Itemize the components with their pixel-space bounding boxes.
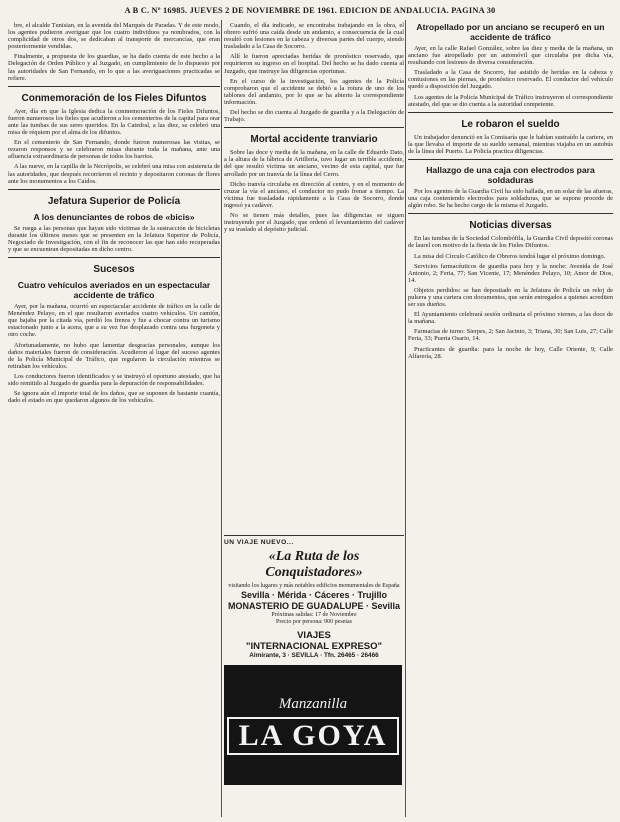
ad-route: MONASTERIO DE GUADALUPE · Sevilla [227, 601, 401, 611]
column-divider [405, 20, 406, 817]
article-paragraph: Dicho tranvía circulaba en dirección al centro, y en el momento de cruzar la vía el anciano, el conductor no pudo frenar a tiempo. La víctima fue trasladada rápidamente a la Casa de Socorro, donde ingresó ya cadáver. [224, 180, 404, 209]
article-paragraph: El Ayuntamiento celebrará sesión ordinaria el próximo viernes, a las doce de la mañana. [408, 311, 613, 326]
article-paragraph: Se ignora aún el importe total de los daños, que se suponen de bastante cuantía, dado el estado en que quedaron algunos de los vehículos. [8, 390, 220, 405]
article-paragraph: Servicios farmacéuticos de guardia para hoy y la noche: Avenida de José Antonio, 2; Feria, 77; San Vicente, 17; Menéndez Pelayo, 10; Amor de Dios, 14. [408, 262, 613, 284]
brand-advertisement [224, 665, 402, 785]
ad-line: Próximas salidas: 17 de Noviembre [271, 612, 357, 618]
section-divider [8, 257, 220, 258]
travel-advertisement [224, 535, 404, 817]
article-paragraph: En el curso de la investigación, los agentes de la Policía comprobaron que el accidente se debió a la rotura de uno de los tablones del andamio, por lo que se ha abierto la correspondiente información. [224, 77, 404, 106]
article-paragraph: Se ruega a las personas que hayan sido víctimas de la sustracción de bicicletas durante los últimos meses que se presenten en la Jefatura Superior de Policía, Negociado de Investigación, con el fin de reconocer las que han sido recuperadas y que se encuentran depositadas en dicho centro. [8, 224, 220, 253]
ad-title: «La Ruta de los Conquistadores» [265, 549, 363, 580]
section-divider [224, 127, 404, 128]
column-divider [221, 20, 222, 817]
article-paragraph: bre, el alcalde Tunisian, en la avenida del Marqués de Paradas. Y de este modo, los agentes pudieron averiguar que los cuatro individuos ya nombrados, con la complicidad de otros dos, se dedicaban al transporte de mercancías, que eran posteriormente vendidas. [8, 22, 220, 51]
brand-script: Manzanilla [278, 695, 348, 712]
article-paragraph: Allí le fueron apreciadas heridas de pronóstico reservado, que requirieron su ingreso en el hospital. Del hecho se ha dado cuenta al Juzgado, que instruye las diligencias oportunas. [224, 53, 404, 75]
ad-agency-label: VIAJES [297, 630, 331, 641]
article-paragraph: Los conductores fueron identificados y se instruyó el oportuno atestado, que ha sido remitido al Juzgado de guardia para la depuración de responsabilidades. [8, 372, 220, 387]
article-paragraph: Sobre las doce y media de la mañana, en la calle de Eduardo Dato, a la altura de la fábrica de Artillería, tuvo lugar un terrible accidente, del que resultó víctima un anciano, vecino de esta capital, que fue arrollado por un tranvía de la línea del Cerro. [224, 149, 404, 178]
article-paragraph: Del hecho se dio cuenta al Juzgado de guardia y a la Delegación de Trabajo. [224, 109, 404, 124]
ad-agency: "INTERNACIONAL EXPRESO" [245, 641, 383, 652]
section-divider [8, 86, 220, 87]
section-divider [408, 213, 613, 214]
section-title: Atropellado por un anciano se recuperó en un accidente de tráfico [416, 22, 605, 42]
section-subtitle: Cuatro vehículos averiados en un espectacular accidente de tráfico [17, 280, 211, 301]
article-paragraph: Cuando, el día indicado, se encontraba trabajando en la obra, el obrero sufrió una caída desde un andamio, a consecuencia de la cual resultó con lesiones en la cabeza y diversas partes del cuerpo, siendo trasladado a la Casa de Socorro. [224, 22, 404, 51]
article-paragraph: Practicantes de guardia: para la noche de hoy, Calle Oriente, 9; Calle Alfarería, 28. [408, 345, 613, 360]
article-paragraph: Por los agentes de la Guardia Civil ha sido hallada, en un solar de las afueras, una caja conteniendo electrodos para soldaduras, que se supone procede de algún robo. Se ha hecho cargo de la misma el Juzgado. [408, 188, 613, 210]
section-title: Mortal accidente tranviario [250, 134, 378, 146]
article-paragraph: A las nueve, en la capilla de la Necrópolis, se celebró una misa con asistencia de las autoridades, que después recorrieron el recinto y depositaron coronas de flores ante los monumentos a los Caídos. [8, 163, 220, 185]
article-paragraph: Afortunadamente, no hubo que lamentar desgracias personales, aunque los daños materiales fueron de consideración. Acudieron al lugar del suceso agentes de la Policía Municipal de Tráfico, que regularon la circulación mientras se retiraban los vehículos. [8, 341, 220, 370]
section-title: Noticias diversas [469, 220, 552, 232]
article-paragraph: Objetos perdidos: se han depositado en la Jefatura de Policía un reloj de pulsera y una cartera con documentos, que serán entregados a quienes acrediten ser sus dueños. [408, 286, 613, 309]
article-paragraph: Ayer, por la mañana, ocurrió un espectacular accidente de tráfico en la calle de Menéndez Pelayo, en el que resultaron averiados cuatro vehículos. Un camión, que bajaba por la citada vía, perdió los frenos y fue a chocar contra un turismo estacionado junto a la acera, que a su vez fue desplazado contra una furgoneta y otro coche. [8, 303, 220, 339]
section-divider [8, 189, 220, 190]
article-paragraph: Finalmente, a propuesta de los guardias, se ha dado cuenta de este hecho a la Delegación de Orden Público y al Juzgado, en cumplimiento de lo dispuesto por las autoridades de San Fernando, en lo que a las averiguaciones practicadas se refiere. [8, 53, 220, 82]
ad-line: visitando los lugares y más notables edificios monumentales de España [228, 583, 400, 589]
column-middle [224, 22, 404, 528]
article-paragraph: Farmacias de turno: Sierpes, 2; San Jacinto, 3; Triana, 30; San Luis, 27; Calle Feria, 33; Puerta Osario, 14. [408, 328, 613, 343]
ad-address: Almirante, 3 · SEVILLA · Tfn. 26465 · 26466 [249, 652, 379, 659]
page-header: A B C. Nº 16985. JUEVES 2 DE NOVIEMBRE DE 1961. EDICION DE ANDALUCIA. PAGINA 30 [124, 6, 496, 15]
ad-divider [224, 535, 404, 536]
ad-route: Sevilla · Mérida · Cáceres · Trujillo [240, 590, 388, 600]
column-right [408, 22, 613, 817]
section-subtitle: A los denunciantes de robos de «bicis» [33, 211, 195, 222]
column-left [8, 22, 220, 817]
article-paragraph: Ayer, día en que la Iglesia dedica la conmemoración de los Fieles Difuntos, fueron numerosos los fieles que acudieron a los cementerios de la capital para orar ante las tumbas de sus seres queridos. En la Catedral, a las diez, se celebró una misa de réquiem por el alma de los difuntos. [8, 107, 220, 137]
ad-line: Precio por persona: 900 pesetas [276, 619, 352, 625]
ad-kicker: UN VIAJE NUEVO... [224, 539, 294, 546]
section-divider [408, 159, 613, 160]
article-paragraph: Trasladado a la Casa de Socorro, fue asistido de heridas en la cabeza y contusiones en las piernas, de pronóstico reservado. El conductor del vehículo quedó a disposición del Juzgado. [408, 69, 613, 91]
article-paragraph: En el cementerio de San Fernando, donde fueron numerosas las visitas, se rezaron responsos y se celebraron misas durante toda la mañana, ante una afluencia extraordinaria de personas de todos los barrios. [8, 139, 220, 161]
article-paragraph: Un trabajador denunció en la Comisaría que le habían sustraído la cartera, en la que llevaba el importe de su sueldo semanal, mientras viajaba en un autobús de la línea del Puerto. La Policía practica diligencias. [408, 133, 613, 155]
article-paragraph: Los agentes de la Policía Municipal de Tráfico instruyeron el correspondiente atestado, del que se dio cuenta a la autoridad competente. [408, 93, 613, 108]
article-paragraph: En las tumbas de la Sociedad Colombófila, la Guardia Civil depositó coronas de laurel con motivo de la fiesta de los Fieles Difuntos. [408, 235, 613, 250]
section-title: Hallazgo de una caja con electrodos para soldaduras [426, 165, 595, 186]
section-title: Le robaron el sueldo [461, 118, 560, 130]
brand-name: LA GOYA [227, 717, 400, 755]
section-title: Conmemoración de los Fieles Difuntos [21, 92, 207, 104]
article-paragraph: La misa del Círculo Católico de Obreros tendrá lugar el próximo domingo. [414, 252, 606, 260]
section-title: Jefatura Superior de Policía [47, 195, 181, 207]
section-title: Sucesos [93, 264, 135, 276]
article-paragraph: No se tienen más detalles, pues las diligencias se siguen instruyendo por el Juzgado, que ordenó el levantamiento del cadáver y su traslado al depósito judicial. [224, 211, 404, 234]
section-divider [408, 112, 613, 113]
article-paragraph: Ayer, en la calle Rafael González, sobre las diez y media de la mañana, un anciano fue atropellado por un automóvil que circulaba por dicha vía, resultando con lesiones de diversa consideración. [408, 45, 613, 67]
